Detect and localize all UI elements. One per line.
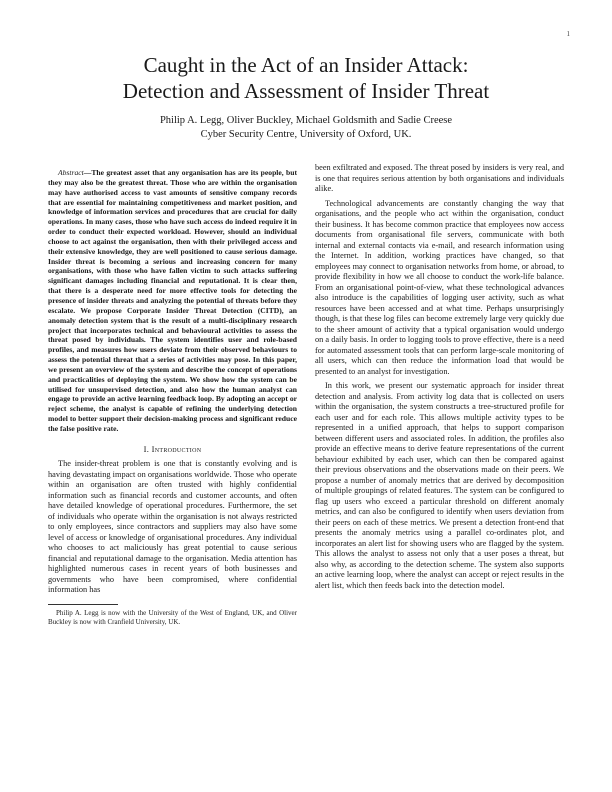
intro-paragraph-1: The insider-threat problem is one that is constantly evolving and is having devastating impact on organisations worldwide. Those who operate within an organisation are often trusted with highly confidential information such as financial records and customer accounts, and often have detailed knowledge of operational procedures. Furthermore, the set of individuals who operate within the organisation is not always restricted to only employees, since contractors and suppliers may also have some level of access or knowledge of organisational procedures. Any individual who chooses to act maliciously has great potential to cause serious financial and reputational damage to the organisation. Media attention has highlighted numerous cases in recent years of both businesses and governments who have been compromised, where confidential information has: [48, 459, 297, 595]
footnote-divider: [48, 604, 118, 605]
right-paragraph-1: been exfiltrated and exposed. The threat posed by insiders is very real, and is one that requires serious attention by both organisations and individuals alike.: [315, 163, 564, 193]
title-line-1: Caught in the Act of an Insider Attack:: [143, 53, 469, 77]
authors: Philip A. Legg, Oliver Buckley, Michael Goldsmith and Sadie Creese: [159, 115, 453, 126]
affiliation: Cyber Security Centre, University of Oxford, UK.: [200, 129, 412, 140]
abstract-text: —The greatest asset that any organisation has are its people, but they may also be the greatest threat. Those who are within the organisation may have authorised access to vast amounts of sensitive company records that are essential for maintaining competitiveness and market position, and knowledge of information services and procedures that are crucial for daily operations. In many cases, those who have such access do indeed require it in order to conduct their expected workload. However, should an individual choose to act against the organisation, then with their privileged access and their extensive knowledge, they are well positioned to cause serious damage. Insider threat is becoming a serious and increasing concern for many organisations, with those who have fallen victim to such attacks suffering significant damages including financial and reputational. It is clear then, that there is a desperate need for more effective tools for detecting the presence of insider threats and analyzing the potential of threats before they escalate. We propose Corporate Insider Threat Detection (CITD), an anomaly detection system that is the result of a multi-disciplinary research project that incorporates technical and behavioural activities to assess the threat posed by individuals. The system identifies user and role-based profiles, and measures how users deviate from their observed behaviours to assess the potential threat that a series of activities may pose. In this paper, we present an overview of the system and describe the concept of operations and practicalities of deploying the system. We show how the system can be utilised for unsupervised detection, and also how the human analyst can engage to provide an active learning feedback loop. By adopting an accept or reject scheme, the analyst is capable of refining the underlying detection model to better support their decision-making process and significant reduce the false positive rate.: [48, 168, 297, 433]
paper-title: [48, 52, 564, 104]
page-number: 1: [566, 30, 570, 38]
section-heading-introduction: I. Introduction: [143, 443, 202, 454]
abstract: [48, 168, 297, 434]
abstract-label: Abstract: [58, 168, 84, 177]
right-paragraph-2: Technological advancements are constantly changing the way that organisations, and the people who act within the organisation, conduct their business. It has become common practice that employees now access documents from organisational file servers, communicate with both internal and external contacts via e-mail, and research information using the Internet. In addition, working practices have changed, so that employees may connect to organisation networks from home, or abroad, to provide flexibility in how we all choose to conduct the work-life balance. From an organisational point-of-view, what these technological advances also introduce is the capabilities of logging user activity, such as what resources have been accessed and at what time. Perhaps unsurprisingly though, is that these log files can become extremely large very quickly due to the sheer amount of activity that a typical organisation would undergo on a daily basis. In order to logging tools to prove effective, there is a need for automated assessment tools that can perform large-scale monitoring of all users, which can then reduce the information load that would be presented to an analyst for investigation.: [315, 198, 564, 376]
right-column: [315, 163, 564, 595]
title-block: [48, 52, 564, 142]
author-footnote: Philip A. Legg is now with the University of the West of England, UK, and Oliver Buckley is now with Cranfield University, UK.: [48, 608, 297, 626]
left-column: [48, 168, 297, 627]
title-line-2: Detection and Assessment of Insider Threat: [122, 79, 490, 103]
right-paragraph-3: In this work, we present our systematic approach for insider threat detection and analysis. From activity log data that is collected on users within the organisation, the system constructs a tree-structured profile for each user and for each role. This allows multiple activity types to be represented in a unified approach, that helps to support comparison between different users and associated roles. In addition, the profiles also provide an effective means to derive feature representations of the current behaviour exhibited by each user, which can then be compared against their previous observations and the observations made on their peers. We propose a number of anomaly metrics that are derived by decomposition of multiple groupings of related features. The system can be configured to flag up users who exceed a particular threshold on different anomaly metrics, and can also be configured to identify when users deviation from their peers on each of these metrics. We present a detection front-end that presents the anomaly metrics using a parallel co-ordinates plot, and incorporates an alert list for showing users who are flagged by the system. This allows the analyst to assess not only that a user poses a threat, but also why, as according to the detection scheme. The system also supports an active learning loop, where the analyst can accept or reject results in the alert list, which then feeds back into the detection model.: [315, 381, 564, 590]
